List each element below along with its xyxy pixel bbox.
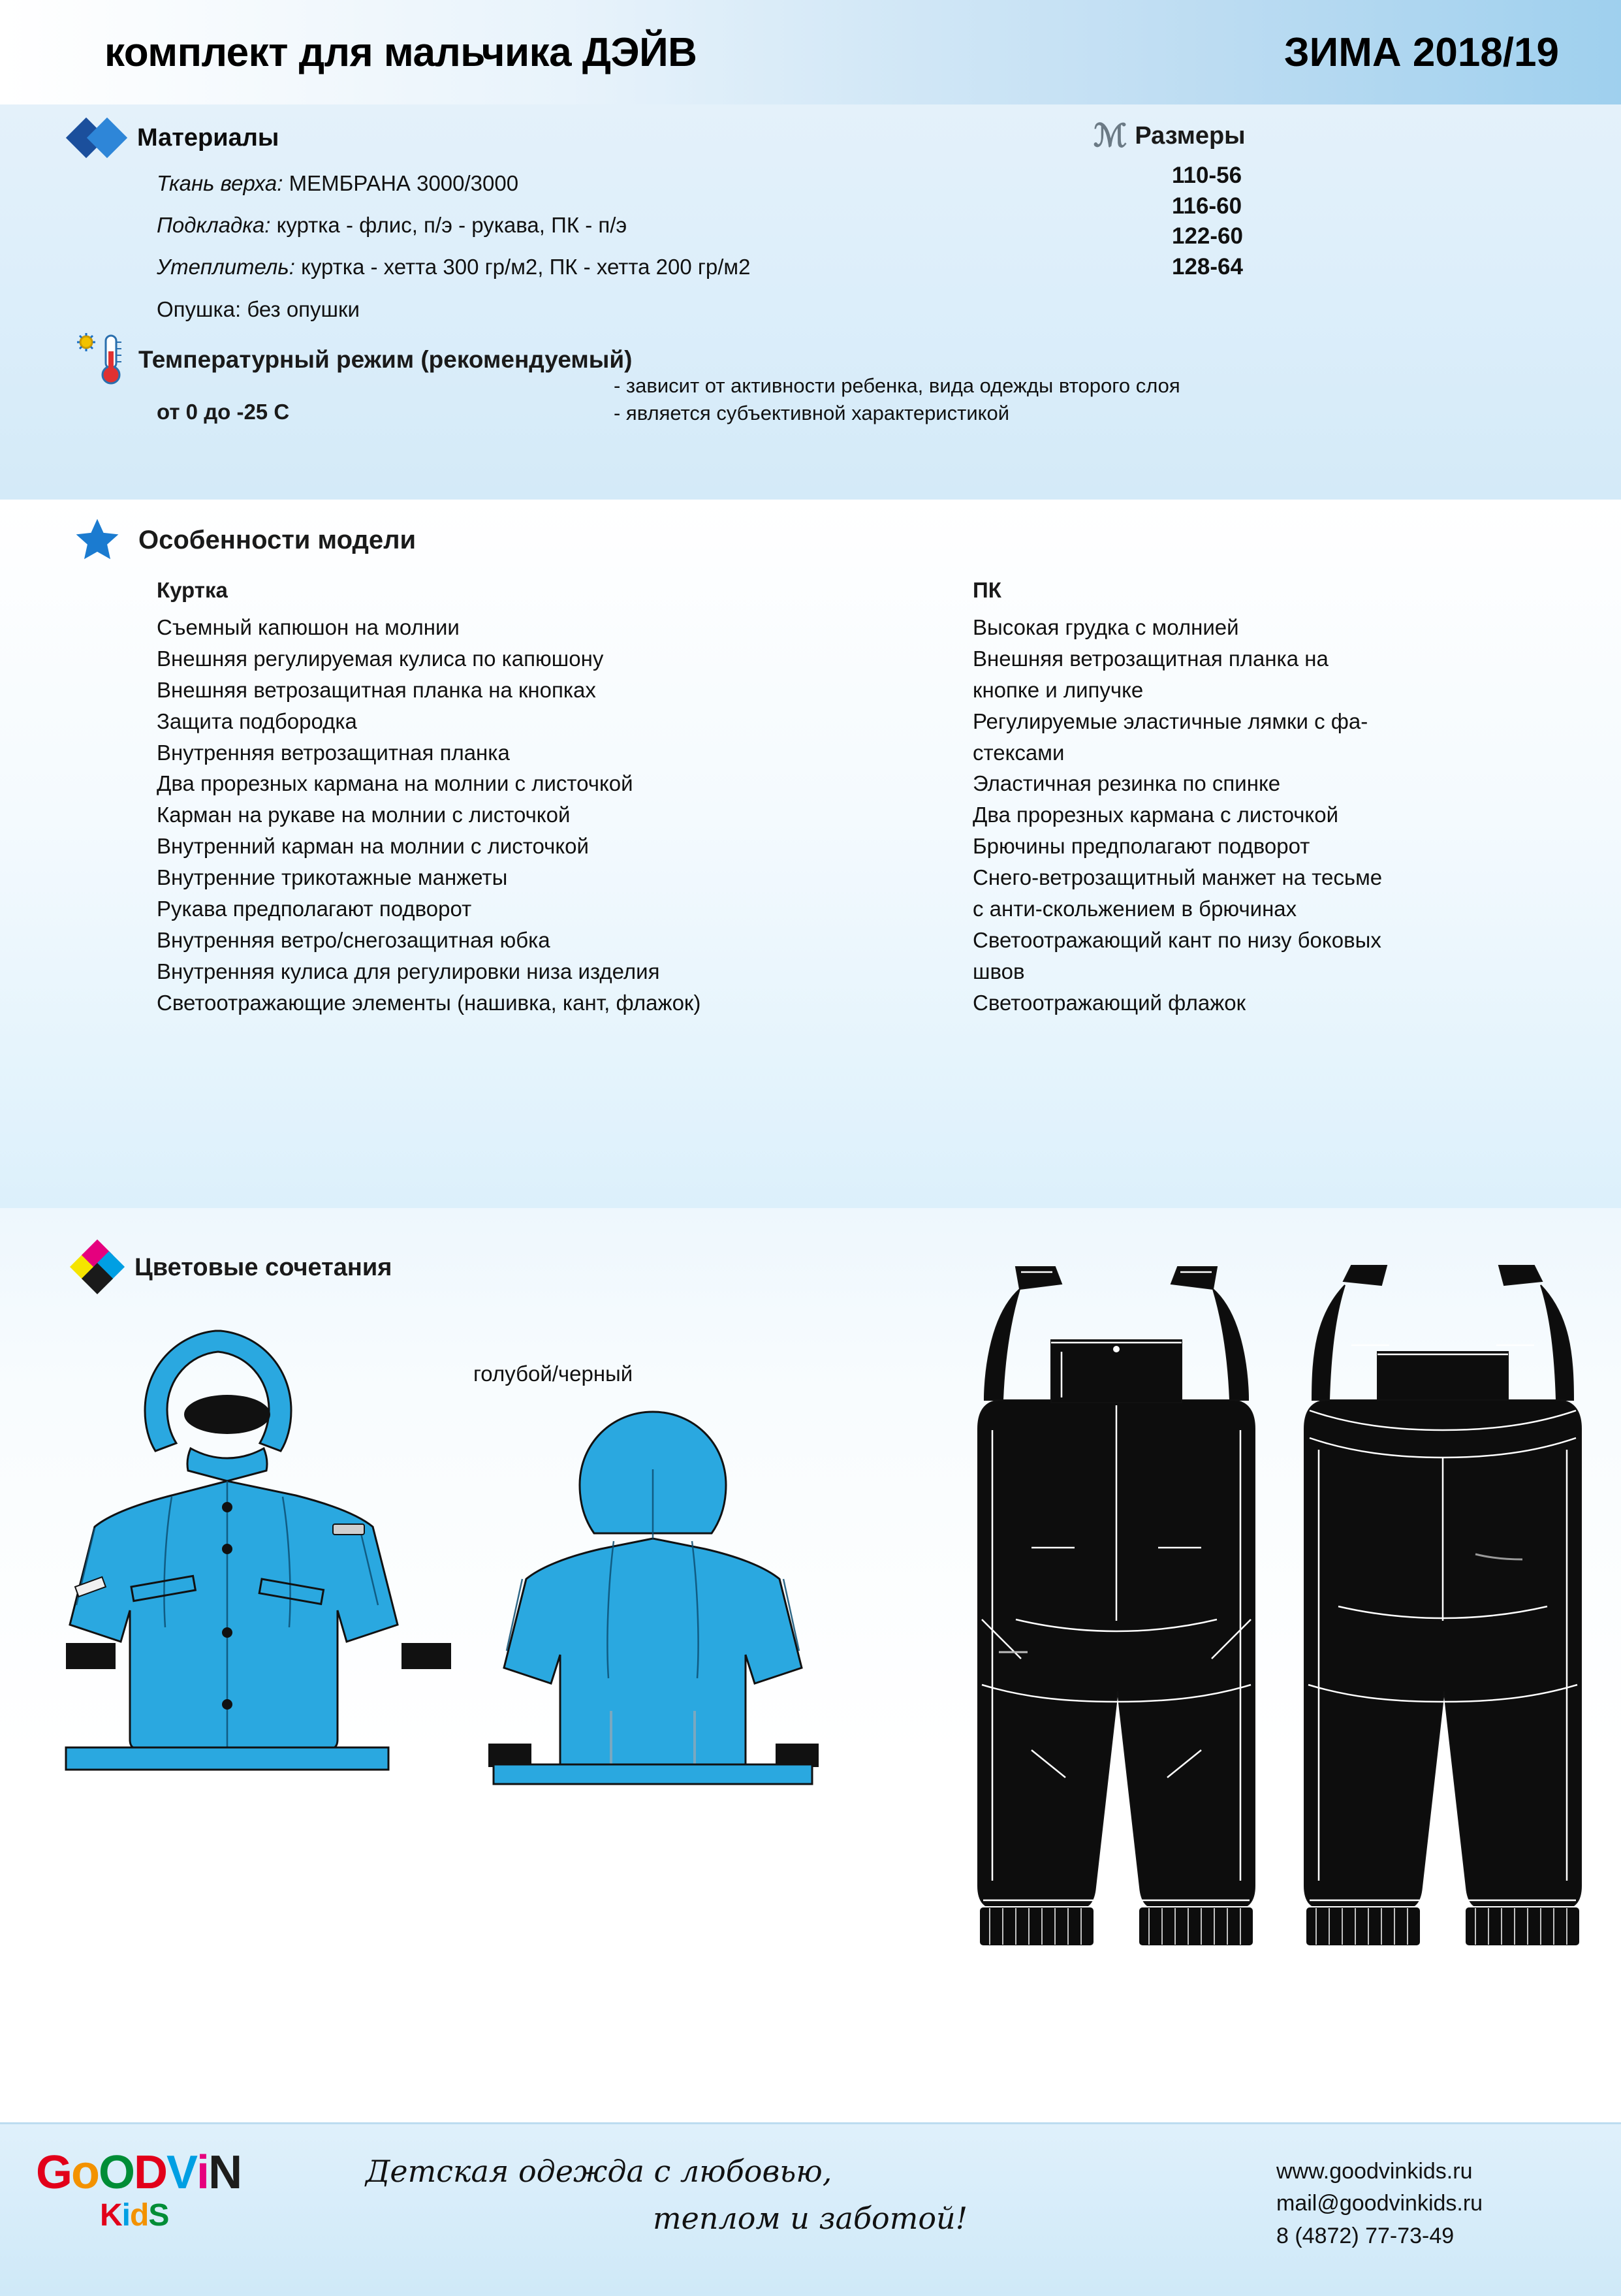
features-section (0, 500, 1621, 1208)
material-row (157, 253, 1064, 281)
page-title: комплект для мальчика ДЭЙВ (104, 29, 697, 75)
size-item: 122-60 (1172, 223, 1243, 249)
materials-heading: Материалы (137, 123, 279, 151)
feature-item: Внутренняя ветро/снегозащитная юбка (157, 927, 550, 952)
feature-item: Внутренний карман на молнии с листочкой (157, 834, 589, 859)
feature-item: Два прорезных кармана на молнии с листочкой (157, 771, 633, 796)
colors-heading: Цветовые сочетания (134, 1253, 392, 1281)
feature-item: Внешняя ветрозащитная планка на (973, 646, 1329, 671)
sizes-list (1172, 161, 1550, 282)
jacket-features-column (157, 578, 960, 1019)
material-value: куртка - флис, п/э - рукава, ПК - п/э (270, 213, 627, 238)
page-header (0, 0, 1621, 104)
brand-logo (36, 2146, 242, 2233)
material-label: Ткань верха: (157, 171, 283, 195)
feature-item: Карман на рукаве на молнии с листочкой (157, 803, 571, 827)
pants-front-illustration (953, 1254, 1280, 1966)
material-value: Опушка: без опушки (157, 296, 360, 321)
feature-item: Внутренняя кулиса для регулировки низа изделия (157, 959, 660, 983)
logo-main-text: GoODViN (36, 2146, 242, 2199)
contact-website[interactable]: www.goodvinkids.ru (1276, 2159, 1473, 2184)
colors-heading-row (72, 1244, 392, 1291)
sizes-heading: Размеры (1135, 121, 1246, 150)
feature-item: Два прорезных кармана с листочкой (973, 803, 1339, 827)
feature-item: Съемный капюшон на молнии (157, 615, 460, 639)
feature-item: Защита подбородка (157, 709, 357, 733)
features-heading-row (72, 516, 416, 564)
size-item: 128-64 (1172, 253, 1243, 279)
feature-item: Светоотражающий кант по низу боковых (973, 927, 1381, 952)
page-footer (0, 2122, 1621, 2296)
jacket-back-illustration (483, 1404, 823, 1789)
feature-item: Внешняя регулируемая кулиса по капюшону (157, 646, 604, 671)
diamond-icon (72, 118, 123, 158)
feature-item: Внутренняя ветрозащитная планка (157, 740, 510, 765)
material-label: Подкладка: (157, 213, 271, 238)
thermometer-icon (72, 332, 124, 388)
pants-column-title: ПК (973, 578, 1001, 602)
material-row (157, 212, 1064, 239)
colors-section (0, 1208, 1621, 2122)
temperature-block (72, 332, 1560, 424)
feature-item: Внутренние трикотажные манжеты (157, 865, 508, 889)
color-palette-icon (72, 1244, 119, 1291)
slogan-line-2: теплом и заботой! (653, 2201, 968, 2236)
feature-item: Высокая грудка с молнией (973, 615, 1239, 639)
pants-features-column (973, 578, 1573, 1019)
size-item: 116-60 (1172, 193, 1242, 219)
feature-item: Эластичная резинка по спинке (973, 771, 1281, 796)
temperature-note: - зависит от активности ребенка, вида одежды второго слоя (614, 374, 1180, 397)
material-row (157, 296, 1064, 323)
contact-phone[interactable]: 8 (4872) 77-73-49 (1276, 2223, 1455, 2248)
feature-item: швов (973, 959, 1025, 983)
size-item: 110-56 (1172, 163, 1242, 188)
temperature-heading: Температурный режим (рекомендуемый) (138, 346, 633, 373)
slogan-line-1: Детская одежда с любовью, (366, 2154, 832, 2189)
materials-block (72, 118, 1064, 323)
temperature-value: от 0 до -25 С (157, 400, 290, 424)
feature-item: Рукава предполагают подворот (157, 896, 472, 921)
jacket-front-illustration (62, 1306, 467, 1776)
logo-sub-text: KidS (100, 2198, 169, 2233)
feature-item: Внешняя ветрозащитная планка на кнопках (157, 677, 596, 702)
star-icon (72, 516, 123, 564)
material-value: куртка - хетта 300 гр/м2, ПК - хетта 200 гр/м2 (294, 255, 751, 279)
material-label: Утеплитель: (157, 255, 295, 279)
brand-slogan (366, 2154, 1214, 2236)
features-heading: Особенности модели (138, 525, 417, 554)
contacts-block (1276, 2156, 1483, 2252)
sizes-heading-row (1094, 118, 1550, 154)
temperature-note: - является субъективной характеристикой (614, 401, 1010, 424)
sizes-icon: ℳ (1094, 119, 1124, 153)
feature-item: Снего-ветрозащитный манжет на тесьме (973, 865, 1383, 889)
contact-email[interactable]: mail@goodvinkids.ru (1276, 2191, 1483, 2216)
color-combination-label: голубой/черный (473, 1362, 633, 1386)
feature-item: стексами (973, 740, 1065, 765)
materials-heading-row (72, 118, 1064, 158)
feature-item: с анти-скольжением в брючинах (973, 896, 1297, 921)
material-value: МЕМБРАНА 3000/3000 (283, 171, 519, 195)
temperature-notes (614, 372, 1180, 427)
info-section (0, 104, 1621, 500)
feature-item: Брючины предполагают подворот (973, 834, 1310, 859)
season-label: ЗИМА 2018/19 (1283, 29, 1559, 75)
feature-item: кнопке и липучке (973, 677, 1144, 702)
sizes-block (1094, 118, 1550, 282)
material-row (157, 170, 1064, 197)
feature-item: Светоотражающий флажок (973, 990, 1246, 1015)
jacket-column-title: Куртка (157, 578, 228, 602)
feature-item: Светоотражающие элементы (нашивка, кант, флажок) (157, 990, 701, 1015)
feature-item: Регулируемые эластичные лямки с фа- (973, 709, 1368, 733)
pants-back-illustration (1280, 1254, 1606, 1966)
